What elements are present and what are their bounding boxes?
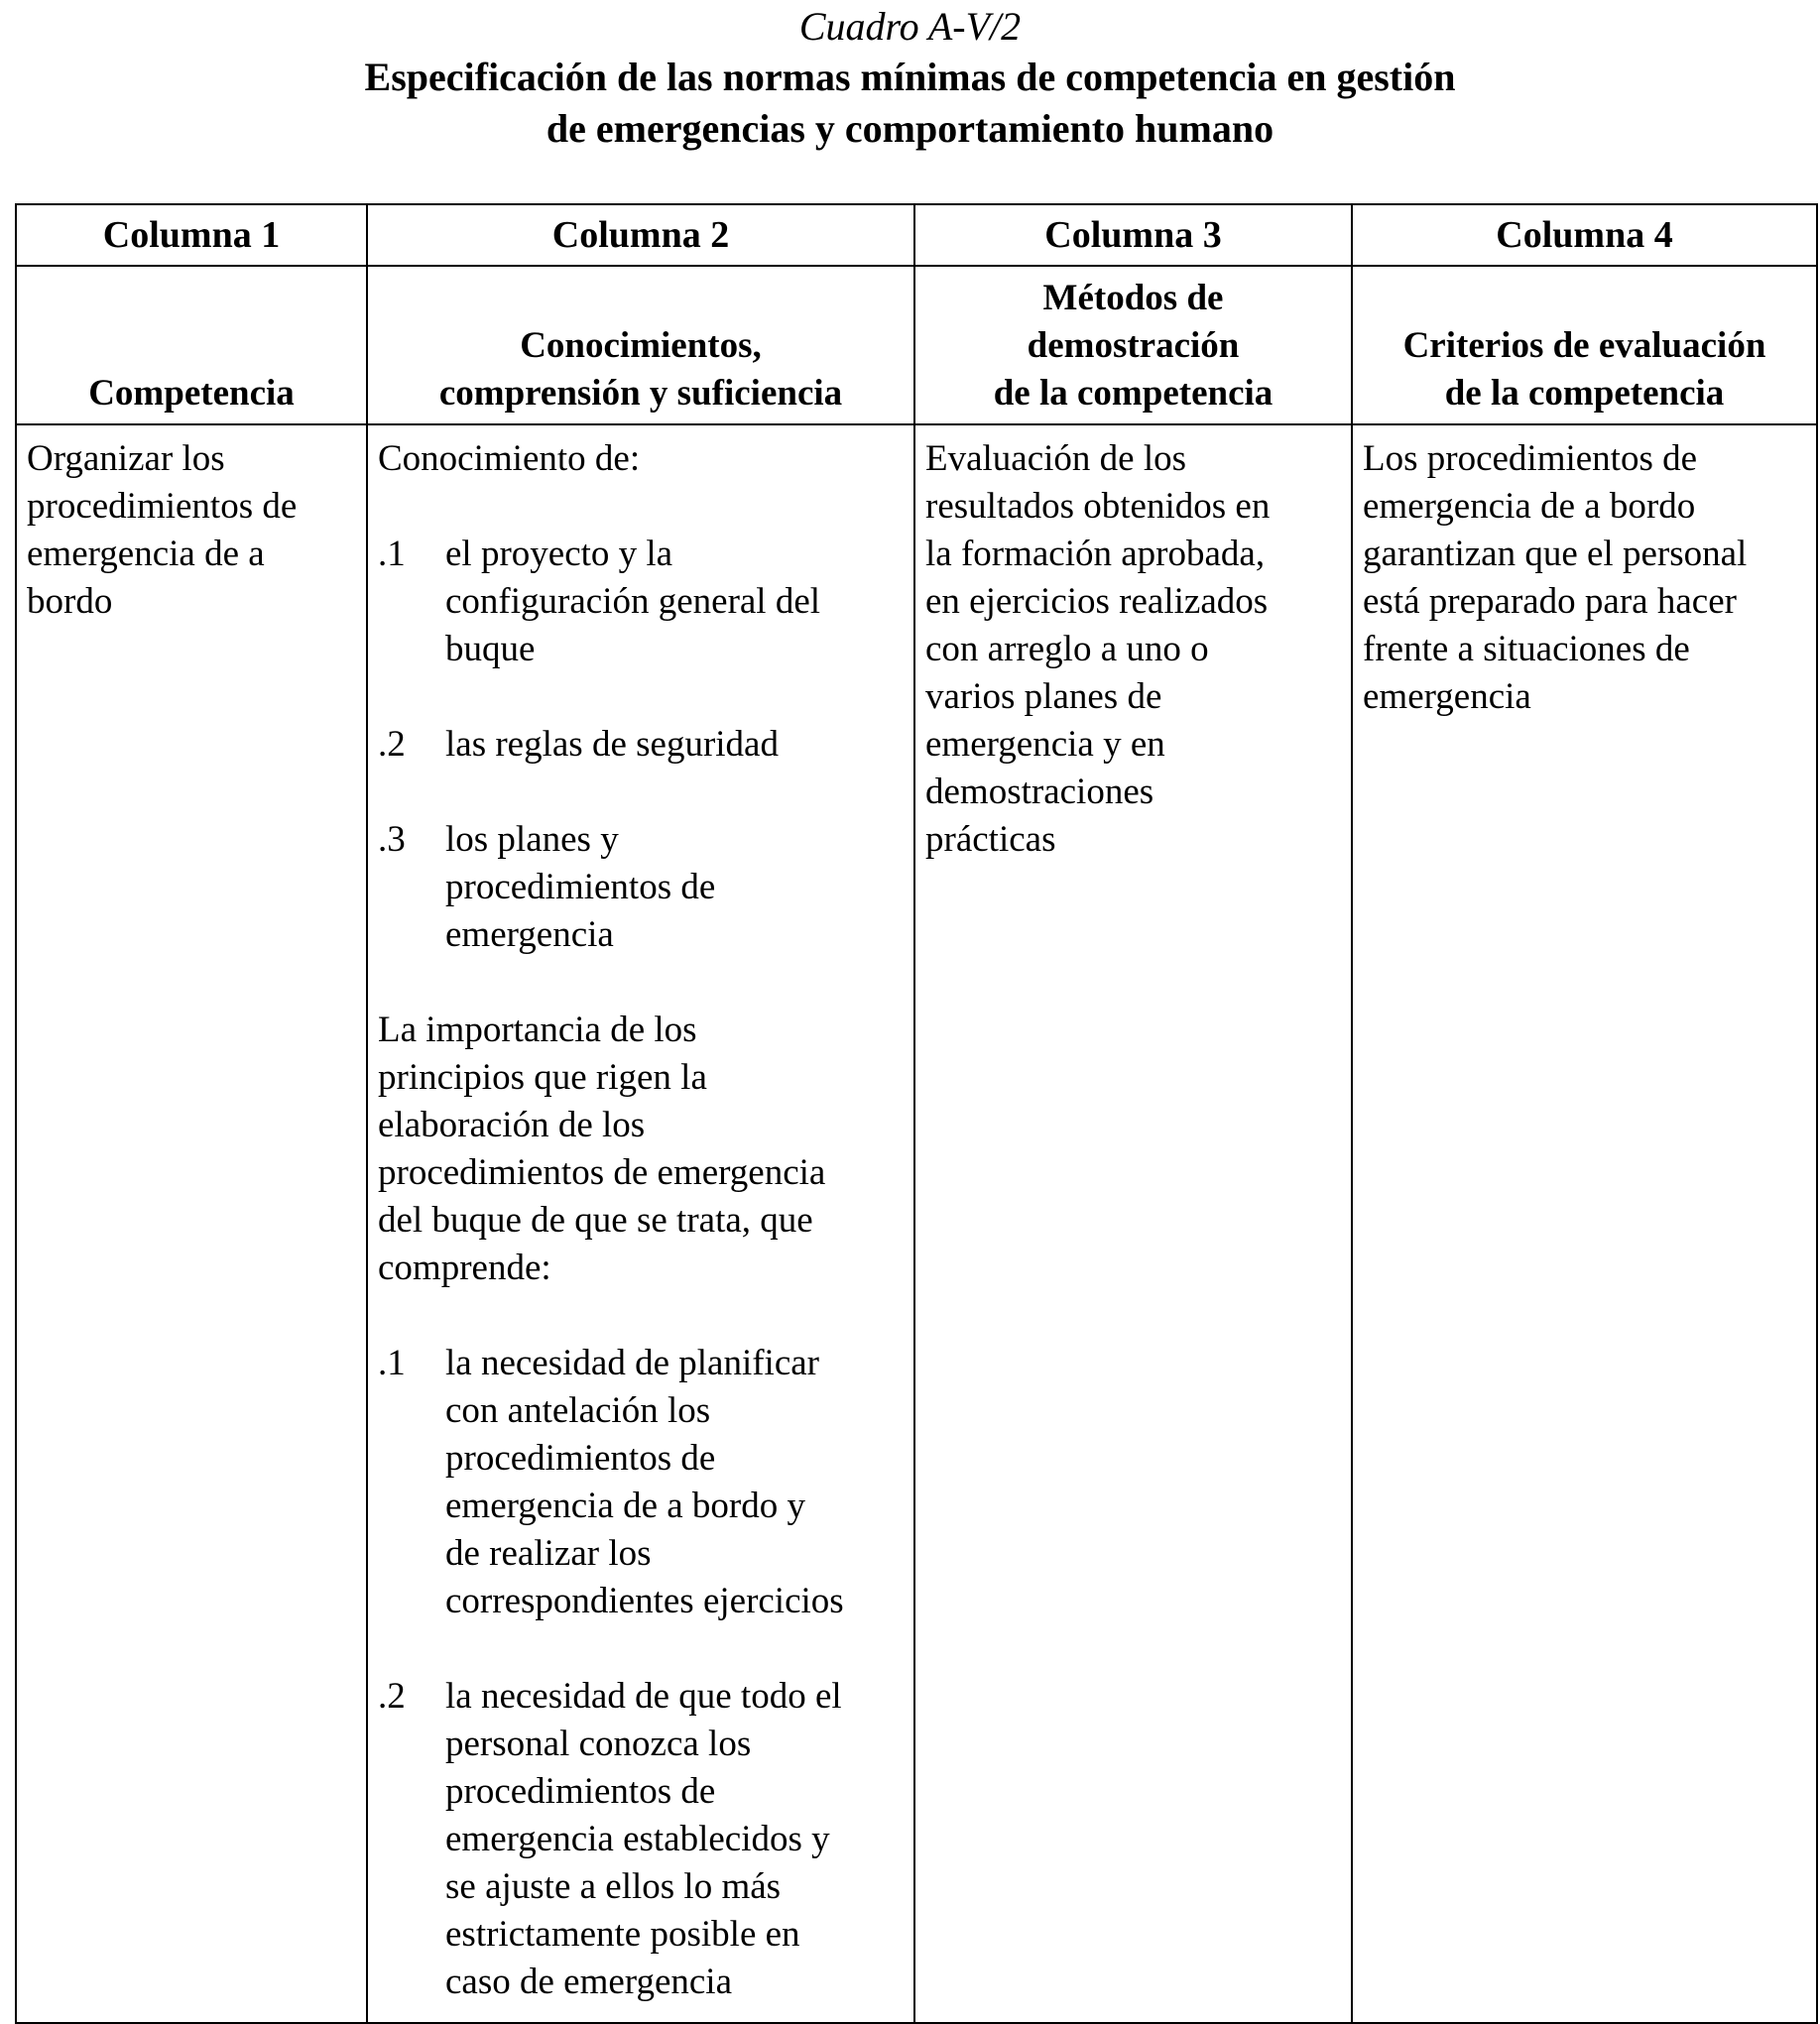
text-line: Evaluación de los [925,438,1187,479]
text-line: procedimientos de emergencia [378,1152,826,1193]
list-item [378,816,906,959]
text-line: emergencia de a bordo [1363,486,1696,527]
text-line: emergencia establecidos y [445,1819,830,1859]
text-line: emergencia [445,914,614,955]
text-line: la necesidad de planificar [445,1343,819,1383]
text-line: procedimientos de [445,867,716,907]
text-line: personal conozca los [445,1724,752,1764]
column-heading-metodos [914,266,1352,424]
list-item [378,1673,906,2006]
item-number: .1 [378,1343,406,1383]
importance-paragraph [378,1007,906,1292]
competencia-text [27,435,358,626]
text-line: de realizar los [445,1533,652,1574]
text-line: procedimientos de [445,1771,716,1812]
text-line: comprende: [378,1248,551,1288]
table-title [0,52,1820,155]
text-line: la formación aprobada, [925,534,1266,574]
item-number: .3 [378,819,406,860]
column-heading-criterios [1352,266,1817,424]
text-line: prácticas [925,819,1056,860]
column-heading-conocimientos [367,266,914,424]
cell-competencia [16,424,367,2023]
column-number: Columna 1 [16,204,367,266]
text-line: el proyecto y la [445,534,673,574]
list-item [378,721,906,769]
heading-line: Competencia [88,373,295,414]
text-line: garantizan que el personal [1363,534,1748,574]
cell-criterios [1352,424,1817,2023]
text-line: estrictamente posible en [445,1914,800,1955]
column-number: Columna 2 [367,204,914,266]
table-caption: Cuadro A-V/2 [798,4,1022,49]
text-line: está preparado para hacer [1363,581,1737,622]
text-line: caso de emergencia [445,1962,732,2002]
column-number: Columna 3 [914,204,1352,266]
cell-metodos [914,424,1352,2023]
heading-line: comprensión y suficiencia [438,373,843,414]
text-line: procedimientos de [445,1438,716,1479]
column-number: Columna 4 [1352,204,1817,266]
text-line: con antelación los [445,1390,711,1431]
text-line: frente a situaciones de [1363,629,1690,669]
title-line: de emergencias y comportamiento humano [546,106,1274,151]
heading-line: demostración [1027,325,1240,366]
metodos-text [925,435,1343,864]
text-line: elaboración de los [378,1105,646,1145]
knowledge-intro: Conocimiento de: [378,438,641,479]
text-line: emergencia y en [925,724,1165,765]
text-line: La importancia de los [378,1010,697,1050]
text-line: Organizar los [27,438,225,479]
text-line: emergencia [1363,676,1531,717]
text-line: procedimientos de [27,486,298,527]
item-number: .1 [378,534,406,574]
text-line: la necesidad de que todo el [445,1676,842,1717]
text-line: bordo [27,581,113,622]
text-line: configuración general del [445,581,821,622]
competence-table [15,203,1818,2024]
text-line: varios planes de [925,676,1162,717]
text-line: en ejercicios realizados [925,581,1269,622]
text-line: principios que rigen la [378,1057,707,1098]
list-item [378,531,906,673]
text-line: se ajuste a ellos lo más [445,1866,782,1907]
text-line: del buque de que se trata, que [378,1200,813,1241]
criterios-text [1363,435,1808,721]
text-line: demostraciones [925,772,1154,812]
item-number: .2 [378,724,406,765]
text-line: correspondientes ejercicios [445,1581,844,1621]
heading-line: de la competencia [1444,373,1725,414]
text-line: Los procedimientos de [1363,438,1698,479]
text-line: resultados obtenidos en [925,486,1271,527]
column-heading-row [16,266,1817,424]
table-row [16,424,1817,2023]
title-line: Especificación de las normas mínimas de competencia en gestión [364,55,1456,99]
text-line: los planes y [445,819,619,860]
heading-line: Métodos de [1042,278,1224,318]
column-heading-competencia [16,266,367,424]
cell-conocimientos [367,424,914,2023]
text-line: las reglas de seguridad [445,724,779,765]
text-line: emergencia de a bordo y [445,1486,805,1526]
heading-line: Conocimientos, [520,325,762,366]
text-line: con arreglo a uno o [925,629,1209,669]
list-item [378,1340,906,1625]
column-number-row [16,204,1817,266]
text-line: emergencia de a [27,534,265,574]
heading-line: de la competencia [993,373,1274,414]
heading-line: Criterios de evaluación [1402,325,1766,366]
text-line: buque [445,629,536,669]
item-number: .2 [378,1676,406,1717]
